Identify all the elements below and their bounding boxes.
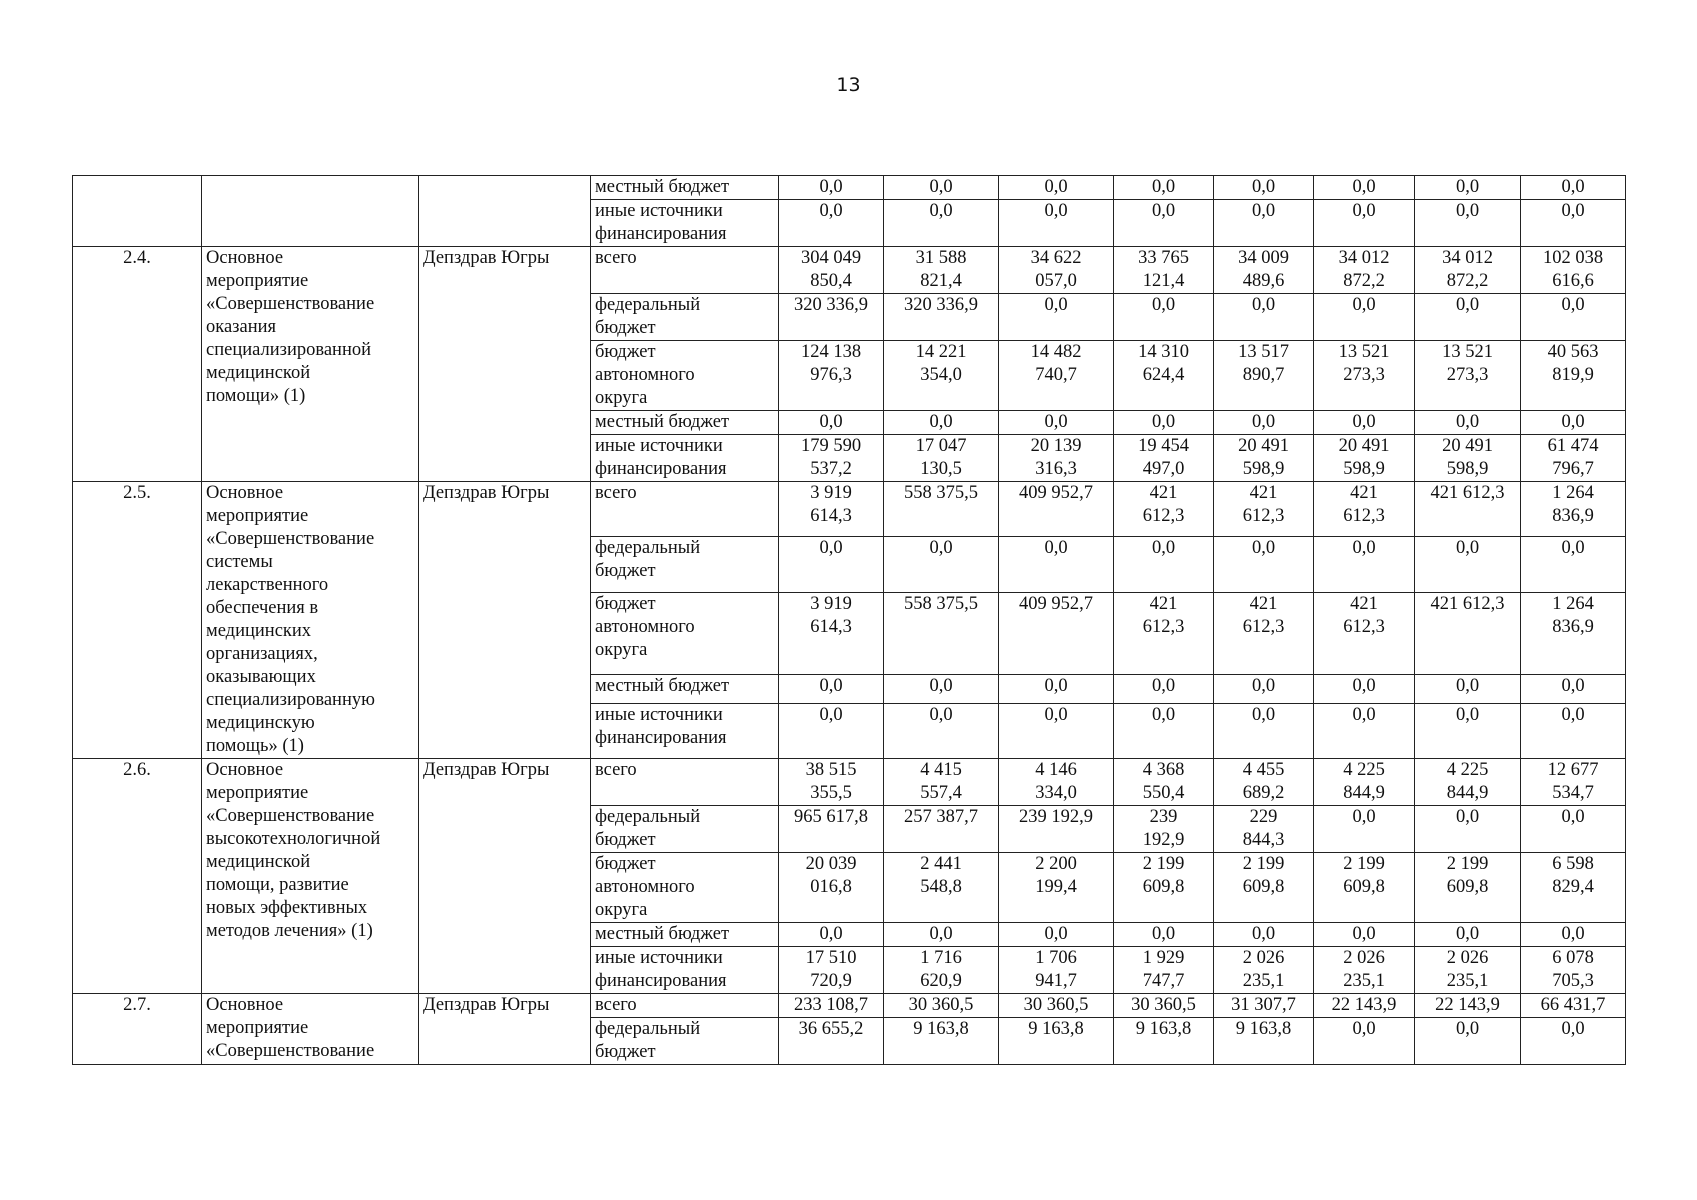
amount-cell: 0,0 (1521, 675, 1626, 703)
amount-cell: 30 360,5 (884, 994, 999, 1018)
amount-cell: 421 612,3 (1415, 592, 1521, 675)
funding-source-cell: всего (591, 482, 779, 537)
funding-source-cell: иные источники финансирования (591, 703, 779, 758)
amount-cell: 4 368 550,4 (1114, 759, 1214, 806)
amount-cell: 0,0 (1521, 703, 1626, 758)
amount-cell: 0,0 (1214, 200, 1314, 247)
amount-cell: 320 336,9 (884, 294, 999, 341)
amount-cell: 36 655,2 (779, 1018, 884, 1065)
amount-cell: 0,0 (779, 411, 884, 435)
amount-cell: 233 108,7 (779, 994, 884, 1018)
amount-cell: 179 590 537,2 (779, 435, 884, 482)
amount-cell: 421 612,3 (1314, 482, 1415, 537)
amount-cell: 0,0 (1314, 411, 1415, 435)
amount-cell: 0,0 (779, 675, 884, 703)
amount-cell: 3 919 614,3 (779, 592, 884, 675)
amount-cell: 31 588 821,4 (884, 247, 999, 294)
amount-cell: 20 139 316,3 (999, 435, 1114, 482)
amount-cell: 0,0 (779, 537, 884, 592)
event-name-cell: Основное мероприятие «Совершенствование системы лекарственного обеспечения в медицинских организациях, оказывающих специализированную медицинскую помощь» (1) (202, 482, 419, 759)
amount-cell: 1 264 836,9 (1521, 482, 1626, 537)
amount-cell: 0,0 (779, 176, 884, 200)
funding-source-cell: всего (591, 759, 779, 806)
amount-cell: 6 598 829,4 (1521, 853, 1626, 923)
amount-cell: 4 146 334,0 (999, 759, 1114, 806)
amount-cell: 239 192,9 (999, 806, 1114, 853)
amount-cell: 0,0 (999, 176, 1114, 200)
amount-cell: 9 163,8 (884, 1018, 999, 1065)
amount-cell: 2 441 548,8 (884, 853, 999, 923)
amount-cell: 0,0 (1214, 294, 1314, 341)
amount-cell: 239 192,9 (1114, 806, 1214, 853)
amount-cell: 61 474 796,7 (1521, 435, 1626, 482)
amount-cell: 0,0 (1114, 176, 1214, 200)
amount-cell: 409 952,7 (999, 482, 1114, 537)
amount-cell: 4 225 844,9 (1415, 759, 1521, 806)
amount-cell: 0,0 (1521, 176, 1626, 200)
amount-cell: 0,0 (1521, 806, 1626, 853)
budget-table (72, 175, 1626, 1065)
amount-cell: 320 336,9 (779, 294, 884, 341)
amount-cell: 2 026 235,1 (1415, 947, 1521, 994)
amount-cell: 14 482 740,7 (999, 341, 1114, 411)
amount-cell: 0,0 (1521, 537, 1626, 592)
amount-cell: 1 264 836,9 (1521, 592, 1626, 675)
event-name-cell: Основное мероприятие «Совершенствование высокотехнологичной медицинской помощи, развитие новых эффективных методов лечения» (1) (202, 759, 419, 994)
amount-cell: 421 612,3 (1214, 592, 1314, 675)
amount-cell: 17 047 130,5 (884, 435, 999, 482)
amount-cell: 31 307,7 (1214, 994, 1314, 1018)
amount-cell: 0,0 (1114, 537, 1214, 592)
amount-cell: 9 163,8 (999, 1018, 1114, 1065)
funding-source-cell: местный бюджет (591, 923, 779, 947)
amount-cell: 421 612,3 (1114, 482, 1214, 537)
table-row (73, 482, 1626, 537)
amount-cell: 0,0 (1415, 703, 1521, 758)
amount-cell: 34 622 057,0 (999, 247, 1114, 294)
amount-cell: 0,0 (1214, 675, 1314, 703)
amount-cell: 0,0 (999, 411, 1114, 435)
amount-cell: 0,0 (999, 675, 1114, 703)
amount-cell: 965 617,8 (779, 806, 884, 853)
amount-cell: 34 009 489,6 (1214, 247, 1314, 294)
amount-cell: 0,0 (1314, 176, 1415, 200)
funding-source-cell: бюджет автономного округа (591, 853, 779, 923)
amount-cell: 0,0 (1114, 923, 1214, 947)
amount-cell: 2 026 235,1 (1214, 947, 1314, 994)
row-number-cell: 2.4. (73, 247, 202, 482)
amount-cell: 0,0 (779, 703, 884, 758)
amount-cell: 0,0 (1521, 294, 1626, 341)
amount-cell: 2 200 199,4 (999, 853, 1114, 923)
amount-cell: 0,0 (1415, 294, 1521, 341)
funding-source-cell: бюджет автономного округа (591, 341, 779, 411)
amount-cell: 421 612,3 (1314, 592, 1415, 675)
amount-cell: 409 952,7 (999, 592, 1114, 675)
amount-cell: 0,0 (884, 176, 999, 200)
amount-cell: 20 491 598,9 (1415, 435, 1521, 482)
amount-cell: 9 163,8 (1114, 1018, 1214, 1065)
amount-cell: 0,0 (1521, 923, 1626, 947)
funding-source-cell: иные источники финансирования (591, 435, 779, 482)
amount-cell: 19 454 497,0 (1114, 435, 1214, 482)
amount-cell: 13 521 273,3 (1415, 341, 1521, 411)
amount-cell: 0,0 (1114, 294, 1214, 341)
amount-cell: 0,0 (884, 923, 999, 947)
amount-cell: 2 199 609,8 (1415, 853, 1521, 923)
funding-source-cell: иные источники финансирования (591, 200, 779, 247)
amount-cell: 20 491 598,9 (1214, 435, 1314, 482)
event-name-cell: Основное мероприятие «Совершенствование оказания специализированной медицинской помощи» (1) (202, 247, 419, 482)
amount-cell: 229 844,3 (1214, 806, 1314, 853)
amount-cell: 4 455 689,2 (1214, 759, 1314, 806)
amount-cell: 0,0 (1114, 411, 1214, 435)
amount-cell: 0,0 (1214, 411, 1314, 435)
amount-cell: 0,0 (999, 703, 1114, 758)
amount-cell: 4 225 844,9 (1314, 759, 1415, 806)
table-row (73, 994, 1626, 1018)
amount-cell: 0,0 (999, 200, 1114, 247)
amount-cell: 421 612,3 (1114, 592, 1214, 675)
amount-cell: 22 143,9 (1415, 994, 1521, 1018)
amount-cell: 4 415 557,4 (884, 759, 999, 806)
amount-cell: 0,0 (1415, 1018, 1521, 1065)
amount-cell: 257 387,7 (884, 806, 999, 853)
amount-cell: 0,0 (1415, 675, 1521, 703)
funding-source-cell: местный бюджет (591, 411, 779, 435)
amount-cell: 0,0 (1415, 537, 1521, 592)
amount-cell: 17 510 720,9 (779, 947, 884, 994)
table-row (73, 759, 1626, 806)
funding-source-cell: федеральный бюджет (591, 806, 779, 853)
amount-cell: 66 431,7 (1521, 994, 1626, 1018)
amount-cell: 0,0 (779, 200, 884, 247)
amount-cell: 13 517 890,7 (1214, 341, 1314, 411)
page-number: 13 (836, 74, 861, 96)
amount-cell: 558 375,5 (884, 592, 999, 675)
amount-cell: 0,0 (1415, 200, 1521, 247)
funding-source-cell: всего (591, 247, 779, 294)
amount-cell: 34 012 872,2 (1415, 247, 1521, 294)
amount-cell: 13 521 273,3 (1314, 341, 1415, 411)
funding-source-cell: всего (591, 994, 779, 1018)
amount-cell: 421 612,3 (1214, 482, 1314, 537)
amount-cell: 33 765 121,4 (1114, 247, 1214, 294)
amount-cell: 304 049 850,4 (779, 247, 884, 294)
amount-cell: 0,0 (1214, 176, 1314, 200)
amount-cell: 2 026 235,1 (1314, 947, 1415, 994)
funding-source-cell: федеральный бюджет (591, 537, 779, 592)
amount-cell: 2 199 609,8 (1114, 853, 1214, 923)
amount-cell: 14 221 354,0 (884, 341, 999, 411)
amount-cell: 0,0 (884, 537, 999, 592)
funding-source-cell: федеральный бюджет (591, 294, 779, 341)
amount-cell: 22 143,9 (1314, 994, 1415, 1018)
amount-cell: 0,0 (999, 923, 1114, 947)
amount-cell: 0,0 (779, 923, 884, 947)
amount-cell: 0,0 (999, 294, 1114, 341)
amount-cell: 20 491 598,9 (1314, 435, 1415, 482)
amount-cell: 40 563 819,9 (1521, 341, 1626, 411)
amount-cell: 0,0 (1314, 1018, 1415, 1065)
funding-source-cell: федеральный бюджет (591, 1018, 779, 1065)
amount-cell: 0,0 (1314, 923, 1415, 947)
executor-cell (419, 176, 591, 247)
amount-cell: 0,0 (1314, 675, 1415, 703)
event-name-cell (202, 176, 419, 247)
amount-cell: 0,0 (1521, 411, 1626, 435)
table-row (73, 176, 1626, 200)
amount-cell: 2 199 609,8 (1214, 853, 1314, 923)
row-number-cell: 2.6. (73, 759, 202, 994)
executor-cell: Депздрав Югры (419, 247, 591, 482)
amount-cell: 421 612,3 (1415, 482, 1521, 537)
amount-cell: 0,0 (999, 537, 1114, 592)
amount-cell: 0,0 (884, 703, 999, 758)
funding-source-cell: местный бюджет (591, 176, 779, 200)
row-number-cell: 2.7. (73, 994, 202, 1065)
amount-cell: 0,0 (1314, 537, 1415, 592)
amount-cell: 38 515 355,5 (779, 759, 884, 806)
amount-cell: 0,0 (1314, 703, 1415, 758)
amount-cell: 2 199 609,8 (1314, 853, 1415, 923)
amount-cell: 34 012 872,2 (1314, 247, 1415, 294)
funding-source-cell: бюджет автономного округа (591, 592, 779, 675)
amount-cell: 0,0 (884, 411, 999, 435)
amount-cell: 124 138 976,3 (779, 341, 884, 411)
amount-cell: 0,0 (1314, 806, 1415, 853)
amount-cell: 0,0 (1114, 675, 1214, 703)
executor-cell: Депздрав Югры (419, 994, 591, 1065)
amount-cell: 0,0 (1214, 923, 1314, 947)
amount-cell: 0,0 (1114, 200, 1214, 247)
amount-cell: 0,0 (1415, 411, 1521, 435)
executor-cell: Депздрав Югры (419, 759, 591, 994)
row-number-cell (73, 176, 202, 247)
funding-source-cell: иные источники финансирования (591, 947, 779, 994)
funding-source-cell: местный бюджет (591, 675, 779, 703)
amount-cell: 30 360,5 (1114, 994, 1214, 1018)
amount-cell: 0,0 (884, 200, 999, 247)
amount-cell: 12 677 534,7 (1521, 759, 1626, 806)
amount-cell: 0,0 (1214, 537, 1314, 592)
amount-cell: 0,0 (1114, 703, 1214, 758)
amount-cell: 30 360,5 (999, 994, 1114, 1018)
amount-cell: 6 078 705,3 (1521, 947, 1626, 994)
amount-cell: 9 163,8 (1214, 1018, 1314, 1065)
amount-cell: 20 039 016,8 (779, 853, 884, 923)
amount-cell: 0,0 (884, 675, 999, 703)
amount-cell: 1 716 620,9 (884, 947, 999, 994)
amount-cell: 14 310 624,4 (1114, 341, 1214, 411)
amount-cell: 0,0 (1415, 923, 1521, 947)
amount-cell: 0,0 (1415, 176, 1521, 200)
executor-cell: Депздрав Югры (419, 482, 591, 759)
amount-cell: 102 038 616,6 (1521, 247, 1626, 294)
amount-cell: 3 919 614,3 (779, 482, 884, 537)
table-row (73, 247, 1626, 294)
amount-cell: 0,0 (1314, 294, 1415, 341)
amount-cell: 0,0 (1415, 806, 1521, 853)
amount-cell: 0,0 (1521, 1018, 1626, 1065)
amount-cell: 0,0 (1314, 200, 1415, 247)
amount-cell: 1 929 747,7 (1114, 947, 1214, 994)
amount-cell: 558 375,5 (884, 482, 999, 537)
amount-cell: 1 706 941,7 (999, 947, 1114, 994)
row-number-cell: 2.5. (73, 482, 202, 759)
amount-cell: 0,0 (1521, 200, 1626, 247)
amount-cell: 0,0 (1214, 703, 1314, 758)
event-name-cell: Основное мероприятие «Совершенствование (202, 994, 419, 1065)
